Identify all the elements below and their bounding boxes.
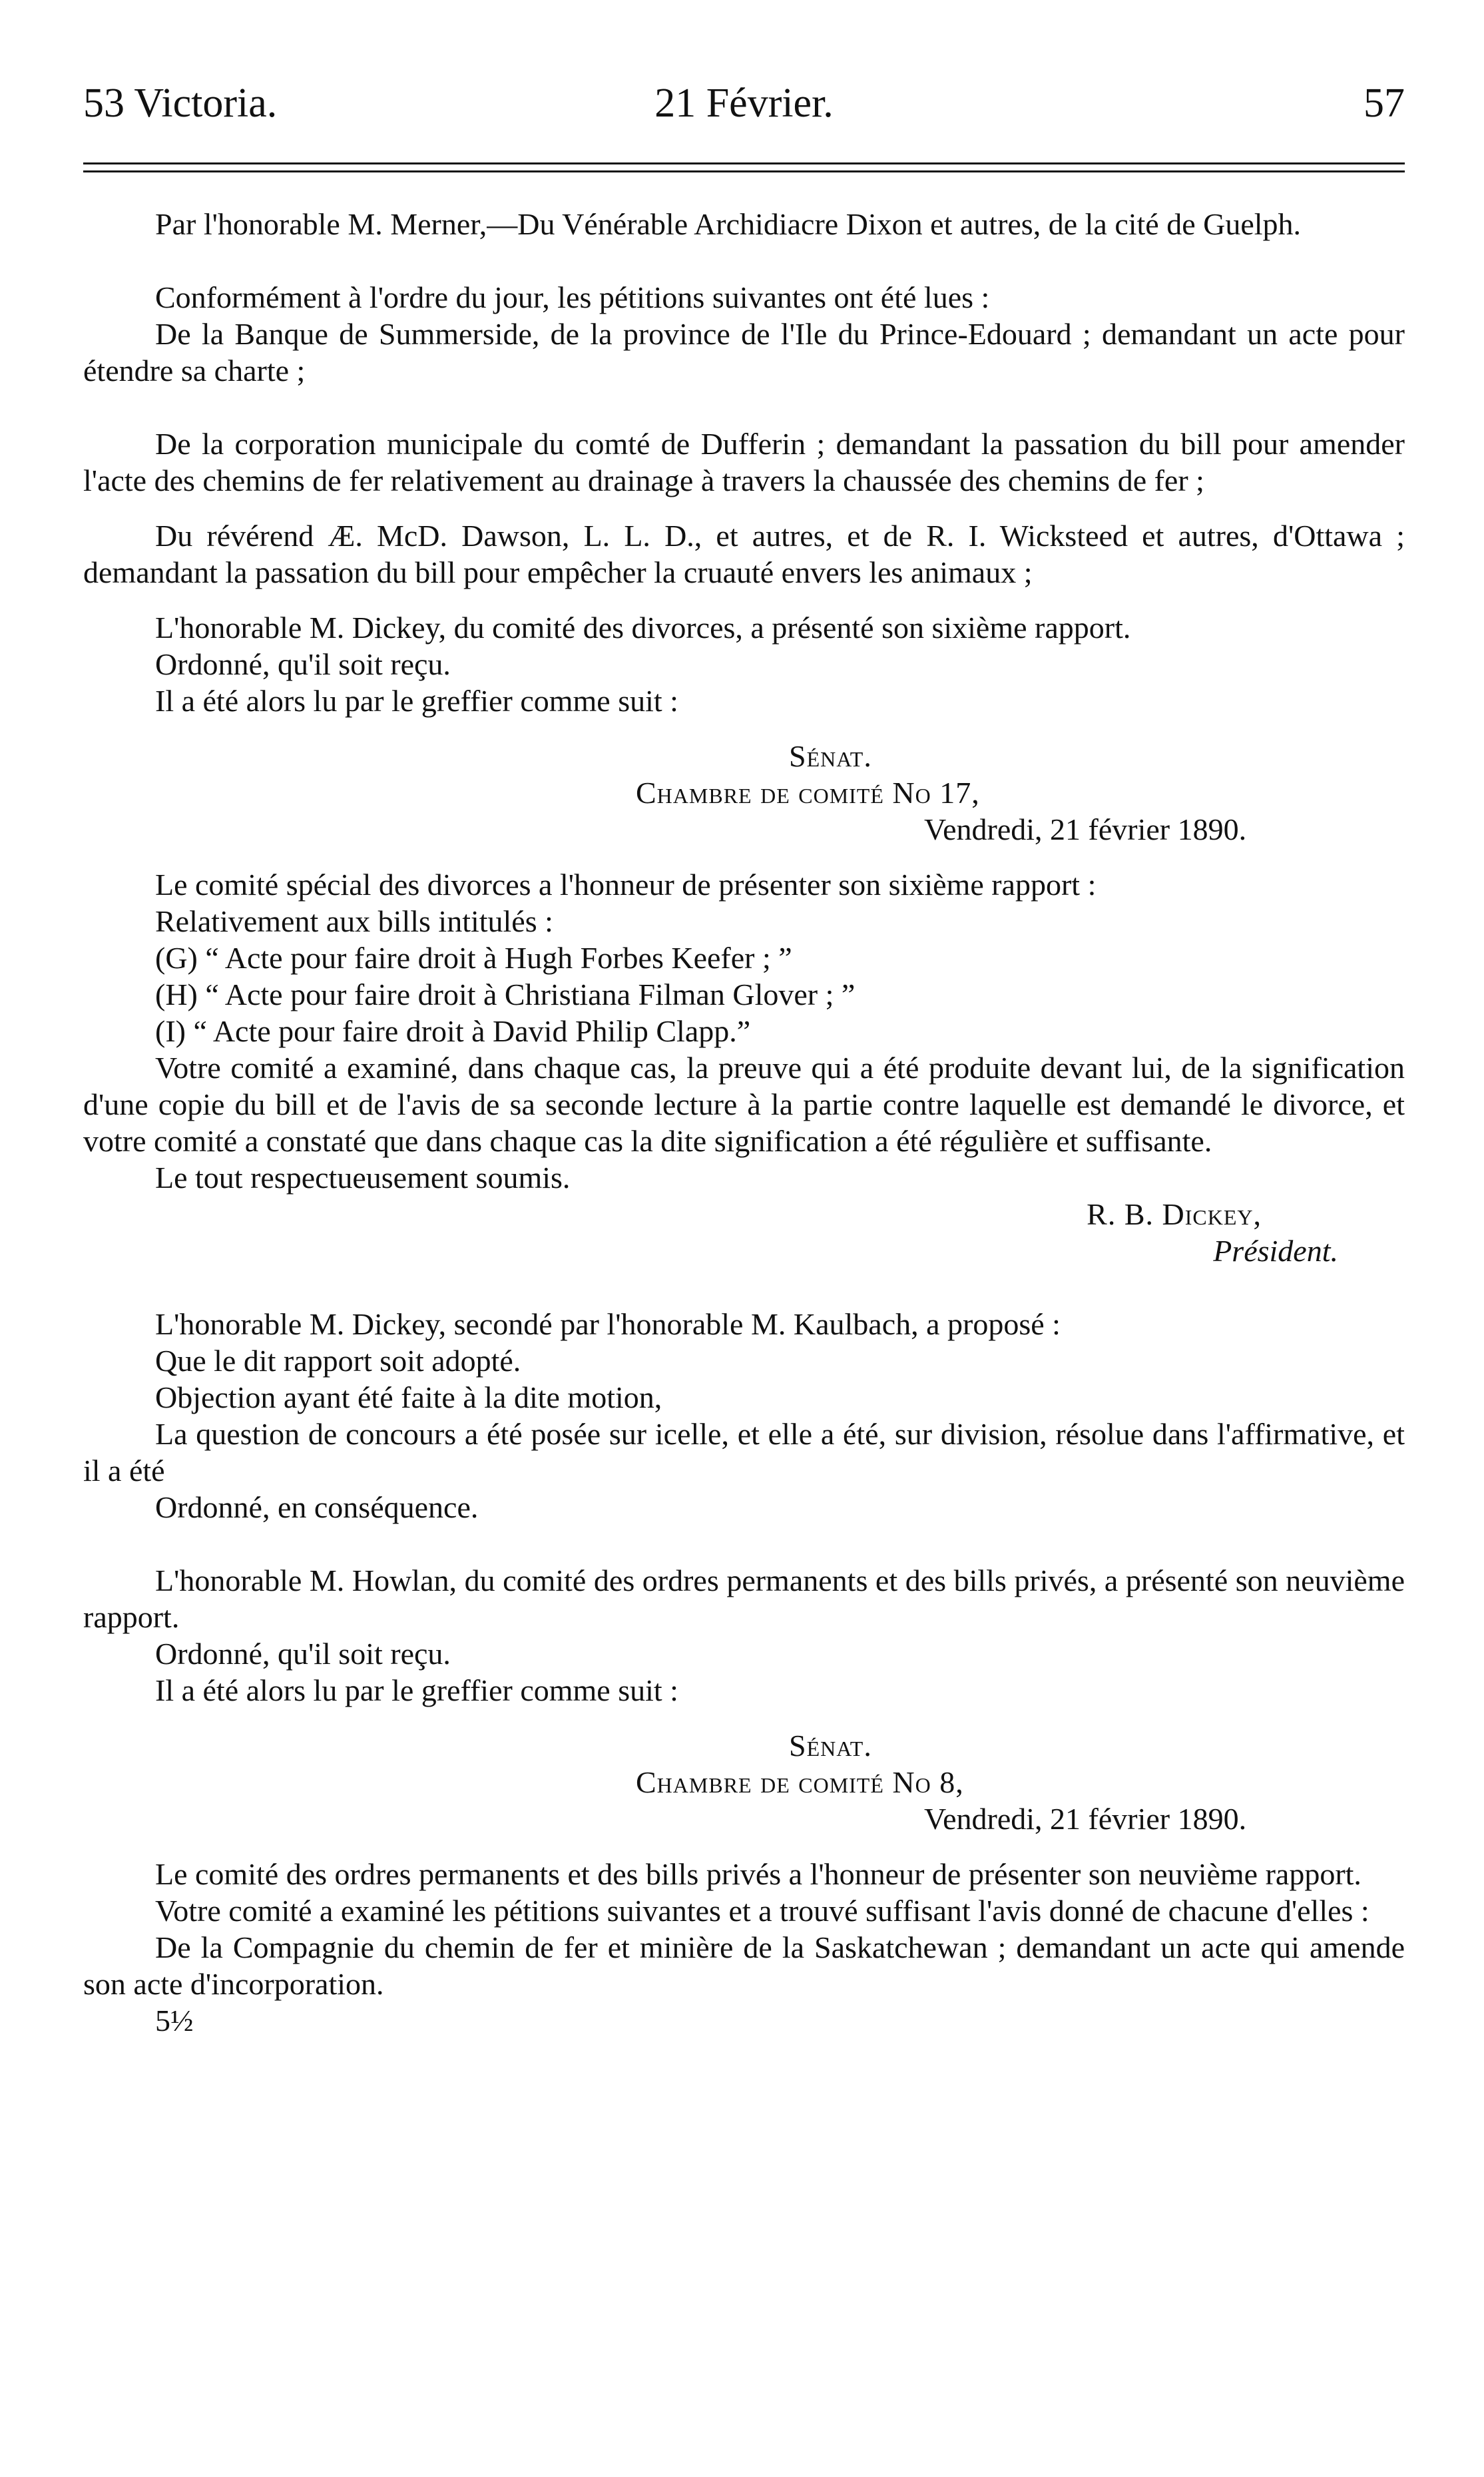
report2-saskatchewan: De la Compagnie du chemin de fer et minière de la Saskatchewan ; demandant un acte qui amende son acte d'incorporation. (83, 1930, 1405, 2001)
header-rule (83, 162, 1405, 164)
howlan-report-presented: L'honorable M. Howlan, du comité des ordres permanents et des bills privés, a présenté son neuvième rapport. (83, 1563, 1405, 1634)
running-header (83, 73, 1405, 133)
report1-chambre: Chambre de comité No 17, (636, 776, 980, 810)
header-rule-double (83, 170, 1405, 172)
report1-body: Votre comité a examiné, dans chaque cas, la preuve qui a été produite devant lui, de la signification d'une copie du bill et de l'avis de sa seconde lecture à la partie contre laquelle est demandé le divorce, et votre comité a constaté que dans chaque cas la dite signification a été régulière et suffisante. (83, 1051, 1405, 1158)
report2-intro: Le comité des ordres permanents et des bills privés a l'honneur de présenter son neuvième rapport. (155, 1857, 1361, 1891)
report1-relatif: Relativement aux bills intitulés : (155, 904, 553, 938)
report1-signer: R. B. Dickey, (1087, 1197, 1262, 1231)
report1-close: Le tout respectueusement soumis. (155, 1161, 571, 1195)
report1-date: Vendredi, 21 février 1890. (924, 812, 1247, 846)
motion-question: La question de concours a été posée sur icelle, et elle a été, sur division, résolue dans l'affirmative, et il a été (83, 1417, 1405, 1488)
bill-item-g: (G) “ Acte pour faire droit à Hugh Forbes Keefer ; ” (155, 941, 792, 975)
report2-petitions: Votre comité a examiné les pétitions suivantes et a trouvé suffisant l'avis donné de chacune d'elles : (155, 1894, 1369, 1928)
motion-ordered: Ordonné, en conséquence. (155, 1490, 479, 1524)
petition-summerside: De la Banque de Summerside, de la province de l'Ile du Prince-Edouard ; demandant un acte pour étendre sa charte ; (83, 317, 1405, 388)
folio-signature: 5½ (155, 2004, 194, 2038)
motion-objection: Objection ayant été faite à la dite motion, (155, 1380, 662, 1414)
report1-intro: Le comité spécial des divorces a l'honneur de présenter son sixième rapport : (155, 868, 1097, 902)
dickey-report-presented: L'honorable M. Dickey, du comité des divorces, a présenté son sixième rapport. (155, 611, 1131, 645)
read-by-clerk: Il a été alors lu par le greffier comme suit : (155, 684, 678, 718)
document-body (83, 206, 1405, 2039)
petition-merner: Par l'honorable M. Merner,—Du Vénérable Archidiacre Dixon et autres, de la cité de Guelph. (155, 207, 1302, 241)
petitions-read-intro: Conformément à l'ordre du jour, les pétitions suivantes ont été lues : (155, 280, 990, 314)
report2-senat-heading: Sénat. (789, 1729, 872, 1763)
report1-role: Président. (1213, 1234, 1338, 1268)
petition-dawson: Du révérend Æ. McD. Dawson, L. L. D., et autres, et de R. I. Wicksteed et autres, d'Ottawa ; demandant la passation du bill pour empêcher la cruauté envers les animaux ; (83, 519, 1405, 589)
report2-chambre: Chambre de comité No 8, (636, 1765, 964, 1799)
bill-item-i: (I) “ Acte pour faire droit à David Philip Clapp.” (155, 1014, 751, 1048)
ordered-received: Ordonné, qu'il soit reçu. (155, 647, 451, 681)
page-number: 57 (1363, 81, 1405, 126)
petition-dufferin: De la corporation municipale du comté de Dufferin ; demandant la passation du bill pour amender l'acte des chemins de fer relativement au drainage à travers la chaussée des chemins de fer ; (83, 427, 1405, 497)
bill-item-h: (H) “ Acte pour faire droit à Christiana Filman Glover ; ” (155, 977, 856, 1011)
report1-senat-heading: Sénat. (789, 739, 872, 773)
motion-proposed: L'honorable M. Dickey, secondé par l'honorable M. Kaulbach, a proposé : (155, 1307, 1061, 1341)
date-heading: 21 Février. (654, 81, 834, 126)
report2-date: Vendredi, 21 février 1890. (924, 1802, 1247, 1836)
howlan-read-by-clerk: Il a été alors lu par le greffier comme suit : (155, 1673, 678, 1707)
motion-adopt: Que le dit rapport soit adopté. (155, 1344, 521, 1378)
howlan-ordered-received: Ordonné, qu'il soit reçu. (155, 1637, 451, 1671)
session-label: 53 Victoria. (83, 81, 278, 126)
document-page (83, 73, 1405, 2039)
